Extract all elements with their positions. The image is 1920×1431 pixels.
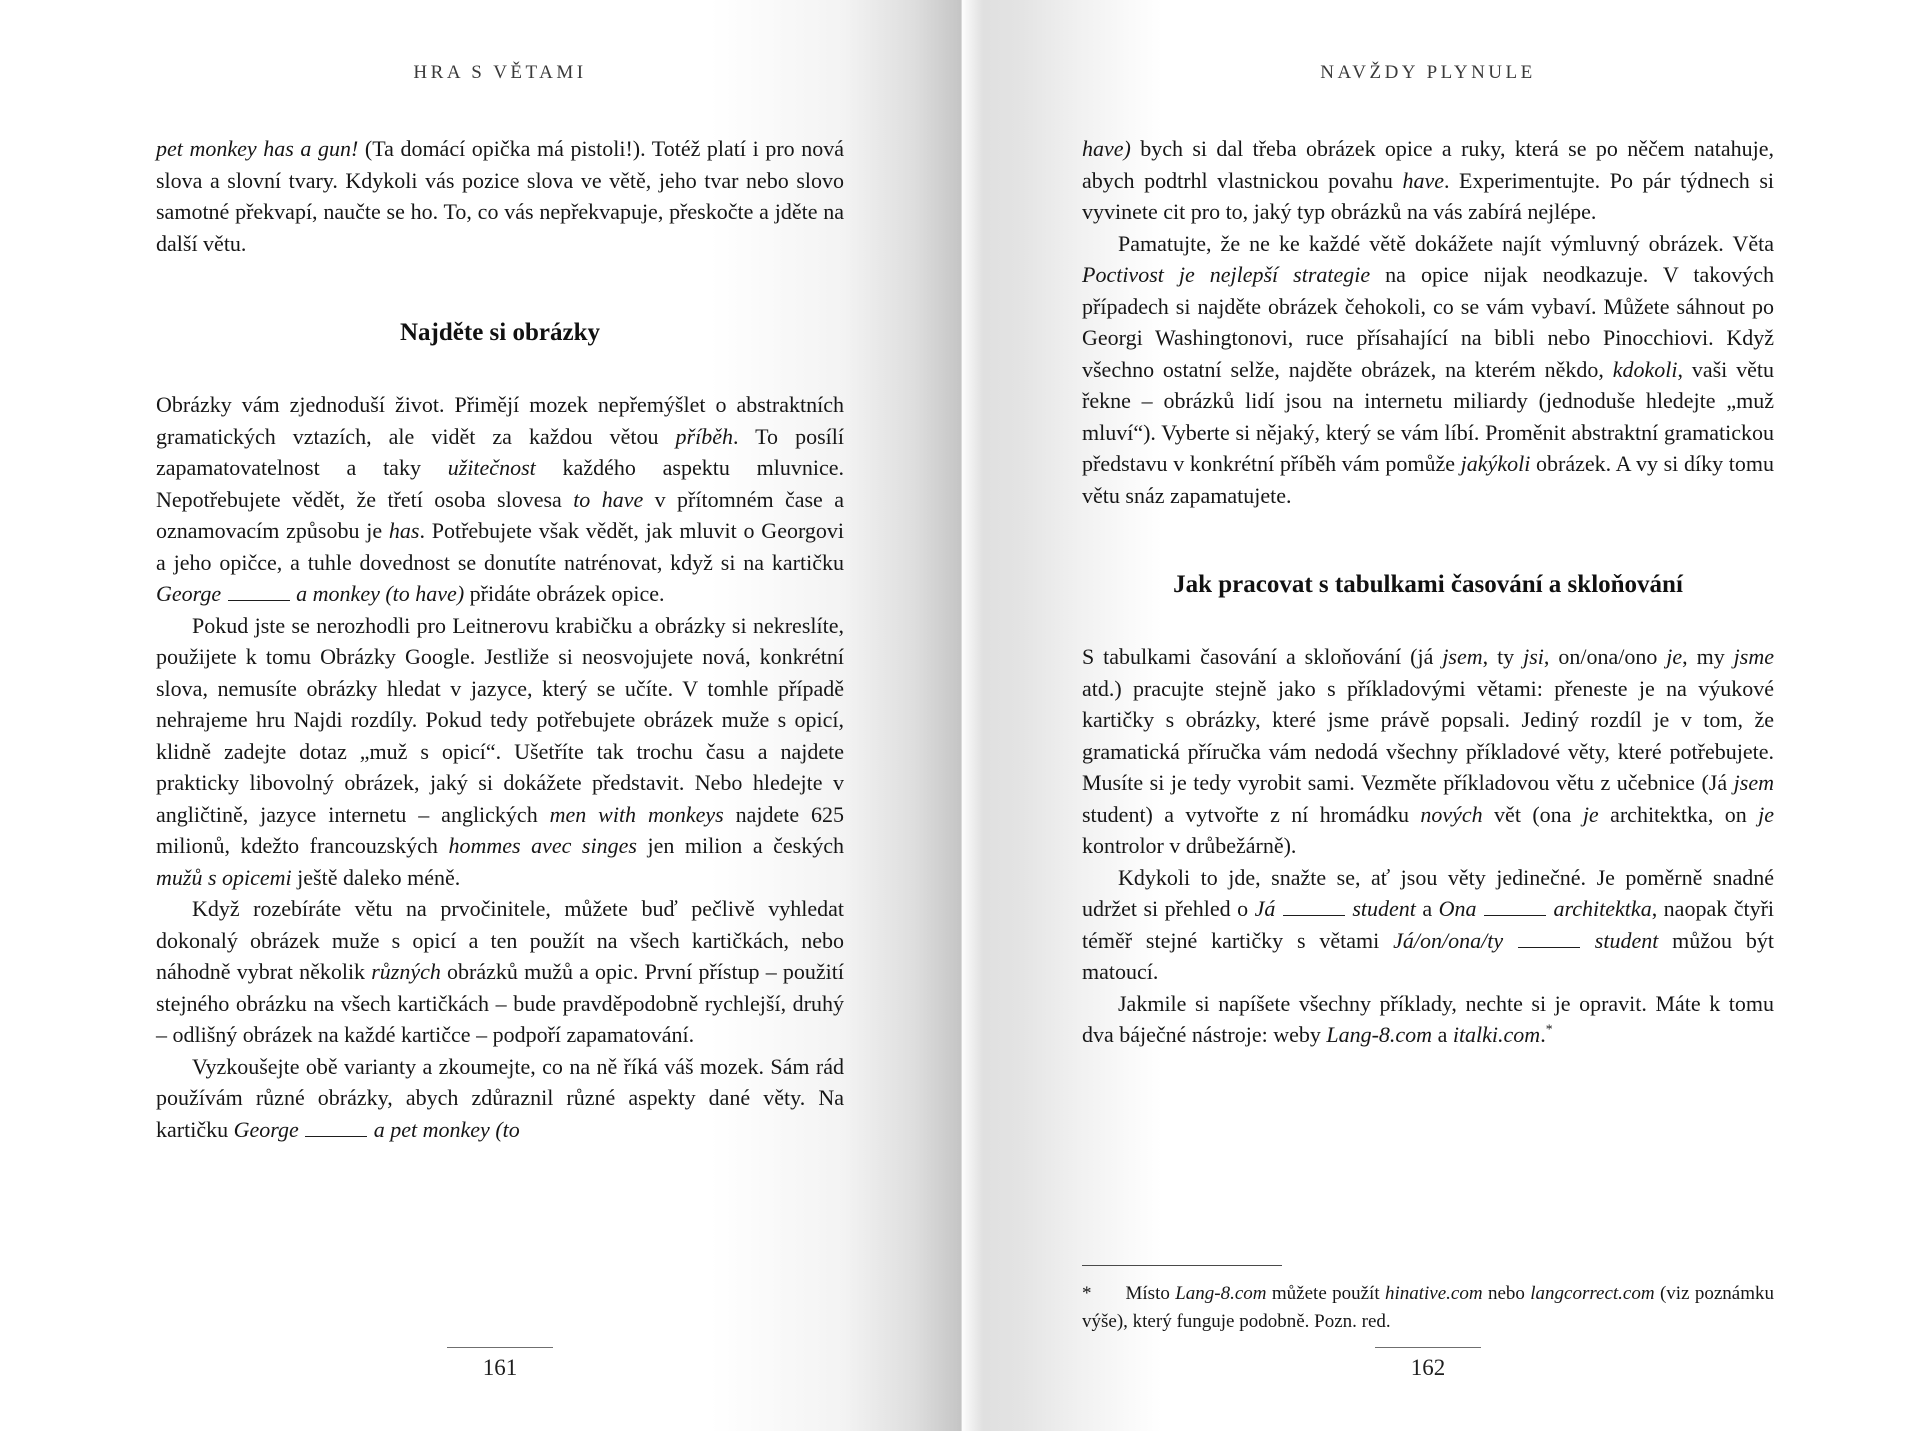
text-segment: atd.) pracujte stejně jako s příkladovými větami: přeneste je na výukové kartičky s obrázky, které jsme právě popsali. Jediný rozdíl je v tom, že gramatická příručka vám nedodá všechny příkladové věty, které potřebujete. Musíte si je tedy vyrobit sami. Vezměte příkladovou větu z učebnice (Já — [1082, 675, 1774, 795]
text-segment — [1477, 896, 1484, 921]
text-segment: kdokoli — [1612, 356, 1678, 382]
text-segment: Místo — [1125, 1283, 1176, 1304]
text-segment: různých — [371, 959, 441, 984]
text-segment: has — [388, 518, 420, 543]
text-segment: příběh — [675, 423, 733, 449]
footnote-marker: * — [1082, 1283, 1092, 1304]
text-segment: , ty — [1482, 644, 1524, 669]
text-segment: architektka, on — [1598, 801, 1759, 827]
paragraph — [1082, 228, 1774, 512]
running-head: HRA S VĚTAMI — [413, 62, 587, 83]
text-segment: hommes avec singes — [448, 833, 637, 858]
text-segment: pet monkey has a gun! — [156, 136, 359, 161]
text-segment: jen milion a českých — [636, 833, 844, 858]
text-segment: Já — [1254, 896, 1276, 921]
text-segment: Pokud jste se nerozhodli pro Leitnerovu krabičku a obrázky si nekreslíte, použijete k tomu Obrázky Google. Jestliže si neosvojujete nová, konkrétní slova, nemusíte obrázky hledat v jazyce, který se učíte. V tomhle případě nehrajeme hru Najdi rozdíly. Pokud tedy potřebujete obrázek muže s opicí, klidně zadejte dotaz „muž s opicí“. Ušetříte tak trochu času a najdete prakticky libovolný obrázek, jaký si dokážete představit. Nebo hledejte v angličtině, jazyce internetu – anglických — [156, 612, 844, 827]
text-segment: je — [1666, 644, 1683, 669]
text-segment: Ona — [1438, 896, 1477, 921]
text-segment: Poctivost je nejlepší strategie — [1082, 262, 1371, 287]
blank-line — [1484, 913, 1546, 916]
text-segment: . — [1540, 1022, 1546, 1047]
text-segment: obrázek. A vy si díky tomu větu snáz zapamatujete. — [1082, 451, 1774, 508]
text-segment: kontrolor v drůbežárně). — [1082, 833, 1297, 858]
text-segment: vět (ona — [1482, 801, 1583, 827]
text-segment: a — [1415, 896, 1439, 921]
text-segment: přidáte obrázek opice. — [464, 581, 665, 606]
text-segment — [1581, 928, 1595, 953]
text-segment: hinative.com — [1384, 1283, 1483, 1304]
text-column-right — [1082, 0, 1774, 1431]
text-segment: have) — [1082, 136, 1131, 161]
text-segment: , naopak čtyři téměř stejné kartičky s větami — [1082, 896, 1775, 953]
text-segment: . Experimentujte. Po pár týdnech si vyvinete cit pro to, jaký typ obrázků na vás zabírá nejlépe. — [1082, 167, 1774, 224]
blank-line — [305, 1134, 367, 1137]
running-head: NAVŽDY PLYNULE — [1320, 62, 1536, 83]
section-heading: Jak pracovat s tabulkami časování a skloňování — [1173, 571, 1683, 598]
blank-line — [228, 598, 290, 601]
text-segment: jsi — [1523, 644, 1544, 669]
text-segment: obrázků mužů a opic. První přístup – použití stejného obrázku na všech kartičkách – bude pravděpodobně rychlejší, druhý – odlišný obrázek na každé kartičce – podpoří zapamatování. — [156, 959, 844, 1047]
page-footer — [1082, 1347, 1774, 1381]
paragraph — [156, 389, 844, 610]
text-segment: . To posílí zapamatovatelnost a taky — [156, 423, 844, 480]
text-segment: to have — [573, 486, 644, 512]
footnote — [1082, 1265, 1774, 1335]
footer-rule — [447, 1347, 553, 1348]
page-right — [961, 0, 1920, 1431]
text-segment: ještě daleko méně. — [291, 864, 461, 890]
text-segment: S tabulkami časování a skloňování (já — [1082, 644, 1443, 669]
footnote-rule — [1082, 1265, 1282, 1266]
text-segment: student — [1594, 927, 1659, 953]
text-segment: jakýkoli — [1460, 451, 1531, 476]
page-number: 161 — [482, 1355, 518, 1380]
text-segment: je — [1582, 801, 1599, 827]
text-segment: můžou být matoucí. — [1082, 927, 1775, 984]
text-segment: italki.com — [1452, 1022, 1541, 1047]
text-segment: , my — [1682, 644, 1734, 669]
page-content — [156, 0, 844, 1145]
text-segment: mužů s opicemi — [156, 864, 292, 890]
text-segment: student — [1352, 896, 1416, 921]
paragraph — [1082, 862, 1774, 988]
footnote-reference: * — [1545, 1021, 1553, 1037]
text-segment: langcorrect.com — [1530, 1283, 1655, 1304]
page-number: 162 — [1410, 1355, 1446, 1380]
section-heading: Najděte si obrázky — [400, 319, 600, 346]
paragraph — [156, 610, 844, 894]
text-segment: Obrázky vám zjednoduší život. Přimějí mozek nepřemýšlet o abstraktních gramatických vztazích, ale vidět za každou větou — [156, 392, 844, 449]
text-segment: men with monkeys — [549, 801, 724, 827]
text-segment — [221, 581, 227, 606]
text-segment: Jakmile si napíšete všechny příklady, nechte si je opravit. Máte k tomu dva báječné nástroje: weby — [1082, 990, 1774, 1047]
text-segment: Já/on/ona/ty — [1393, 927, 1504, 953]
blank-line — [1518, 945, 1580, 948]
text-segment: architektka — [1553, 896, 1652, 921]
text-segment: najdete 625 milionů, kdežto francouzských — [156, 801, 845, 858]
paragraph — [156, 1051, 844, 1146]
text-segment: každého aspektu mluvnice. Nepotřebujete vědět, že třetí osoba slovesa — [156, 455, 844, 512]
text-column-left — [156, 0, 844, 1431]
text-segment: have — [1402, 167, 1444, 193]
text-segment: na opice nijak neodkazuje. V takových případech si najděte obrázek čehokoli, co se vám vybaví. Můžete sáhnout po Georgi Washingtonovi, ruce přísahající na bibli nebo Pinocchiovi. Když všechno ostatní selže, najděte obrázek, na kterém někdo, — [1082, 262, 1774, 382]
text-segment: , vaši větu řekne – obrázků lidí jsou na internetu miliardy (jednoduše hledejte „muž mluví“). Vyberte si nějaký, který se vám líbí. Proměnit abstraktní gramatickou představu v konkrétní příběh vám pomůže — [1082, 356, 1774, 476]
text-segment: nebo — [1482, 1283, 1531, 1304]
text-segment: Lang-8.com — [1326, 1022, 1433, 1047]
text-segment: George — [156, 581, 222, 606]
text-segment: . Potřebujete však vědět, jak mluvit o Georgovi a jeho opičce, a tuhle dovednost se donutíte natrénovat, když si na kartičku — [156, 518, 844, 575]
paragraph — [1082, 641, 1774, 862]
footnote-text — [1082, 1280, 1774, 1335]
text-segment: a monkey (to have) — [296, 581, 465, 606]
text-segment: jsem — [1733, 770, 1774, 795]
text-segment: bych si dal třeba obrázek opice a ruky, která se po něčem natahuje, abych podtrhl vlastnickou povahu — [1082, 136, 1774, 193]
text-segment: Pamatujte, že ne ke každé větě dokážete najít výmluvný obrázek. Věta — [1118, 230, 1774, 256]
text-segment: Kdykoli to jde, snažte se, ať jsou věty jedinečné. Je poměrně snadné udržet si přehled o — [1082, 864, 1774, 921]
text-segment: Vyzkoušejte obě varianty a zkoumejte, co na ně říká váš mozek. Sám rád používám různé obrázky, abych zdůraznil různé aspekty dané věty. Na kartičku — [156, 1053, 844, 1142]
text-segment: (viz poznámku výše), který funguje podobně. Pozn. red. — [1082, 1283, 1774, 1332]
page-content — [1082, 0, 1774, 1051]
text-segment: (Ta domácí opička má pistoli!). Totéž platí i pro nová slova a slovní tvary. Kdykoli vás pozice slova ve větě, jeho tvar nebo slovo samotné překvapí, naučte se ho. To, co vás nepřekvapuje, přeskočte a jděte na další větu. — [156, 136, 844, 256]
text-segment: a pet monkey (to — [373, 1116, 520, 1142]
paragraph — [1082, 988, 1774, 1051]
text-segment: Lang-8.com — [1175, 1283, 1267, 1304]
text-segment — [299, 1117, 305, 1142]
text-segment: , on/ona/ono — [1543, 644, 1667, 669]
text-segment — [1503, 928, 1517, 953]
text-segment: v přítomném čase a oznamovacím způsobu je — [156, 486, 844, 543]
text-segment — [1275, 896, 1282, 921]
paragraph — [156, 133, 844, 259]
page-footer — [156, 1347, 844, 1381]
text-segment: Když rozebíráte větu na prvočinitele, můžete buď pečlivě vyhledat dokonalý obrázek muže s opicí a ten použít na všech kartičkách, nebo náhodně vybrat několik — [156, 896, 844, 984]
footer-rule — [1375, 1347, 1481, 1348]
text-segment: student) a vytvořte z ní hromádku — [1082, 801, 1421, 827]
text-segment: a — [1432, 1022, 1453, 1047]
paragraph — [156, 893, 844, 1051]
text-segment: jsme — [1733, 644, 1774, 669]
text-segment: George — [233, 1116, 299, 1142]
text-segment: nových — [1420, 801, 1483, 827]
paragraph — [1082, 133, 1774, 228]
text-segment: jsem — [1442, 644, 1483, 669]
blank-line — [1283, 913, 1345, 916]
text-segment: je — [1758, 801, 1774, 827]
text-segment: užitečnost — [447, 455, 536, 480]
text-segment: můžete použít — [1266, 1283, 1385, 1304]
